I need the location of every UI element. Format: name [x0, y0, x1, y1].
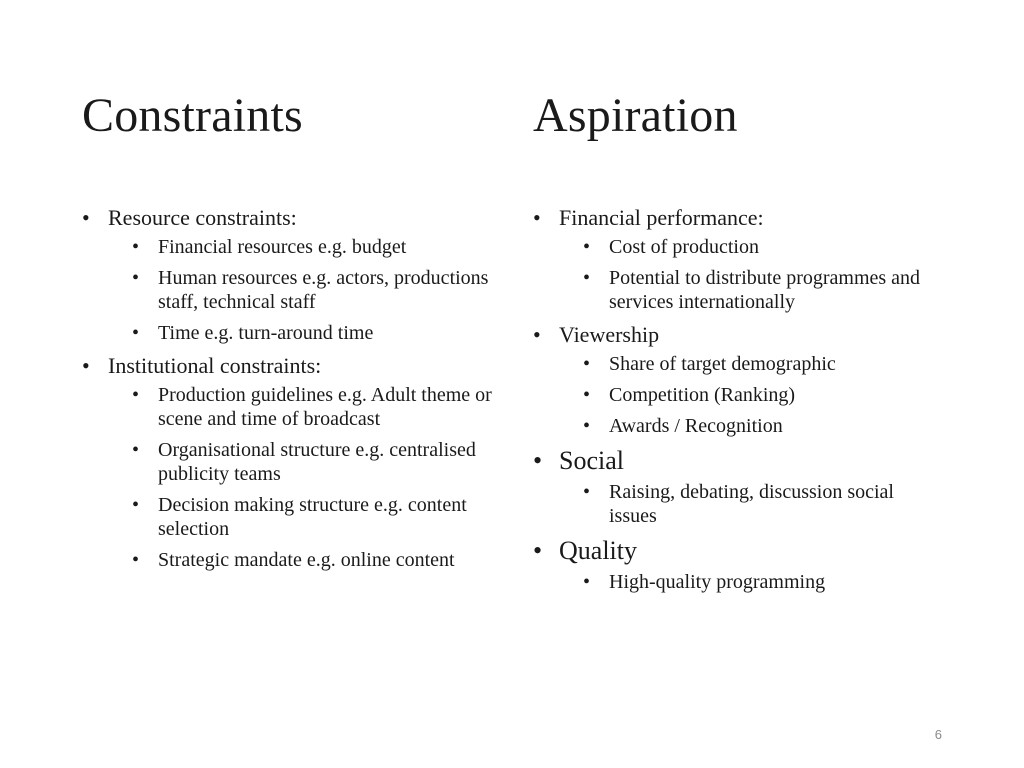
bullet-icon: • — [132, 494, 140, 516]
bullet-icon: • — [583, 353, 591, 375]
bullet-icon: • — [533, 446, 543, 475]
sub-bullet-item — [132, 235, 502, 259]
sub-bullet-item — [132, 493, 502, 541]
sub-bullet-item — [583, 266, 933, 314]
sub-bullet-item — [132, 548, 502, 572]
sub-bullet-label: Raising, debating, discussion social issues — [609, 481, 894, 527]
sub-bullet-item — [132, 383, 502, 431]
sub-bullet-label: Financial resources e.g. budget — [158, 236, 407, 258]
sub-bullet-list — [82, 235, 502, 345]
page-number: 6 — [934, 727, 942, 742]
sub-bullet-item — [583, 352, 933, 376]
sub-bullet-list — [82, 383, 502, 572]
bullet-icon: • — [82, 205, 90, 230]
bullet-item-label: Financial performance: — [559, 205, 764, 230]
sub-bullet-item — [132, 266, 502, 314]
bullet-icon: • — [132, 322, 140, 344]
bullet-item — [82, 205, 502, 231]
sub-bullet-label: Decision making structure e.g. content selection — [158, 494, 467, 540]
bullet-icon: • — [583, 415, 591, 437]
sub-bullet-label: Organisational structure e.g. centralised publicity teams — [158, 439, 476, 485]
sub-bullet-list — [533, 480, 933, 528]
aspiration-column — [533, 205, 933, 602]
bullet-icon: • — [132, 384, 140, 406]
bullet-icon: • — [82, 353, 90, 378]
bullet-icon: • — [583, 267, 591, 289]
sub-bullet-label: Human resources e.g. actors, productions staff, technical staff — [158, 267, 489, 313]
bullet-item-label: Viewership — [559, 322, 660, 347]
bullet-item-label: Quality — [559, 536, 637, 565]
bullet-icon: • — [132, 236, 140, 258]
sub-bullet-item — [583, 414, 933, 438]
sub-bullet-label: Production guidelines e.g. Adult theme or scene and time of broadcast — [158, 384, 492, 430]
sub-bullet-list — [533, 235, 933, 314]
aspiration-title: Aspiration — [533, 89, 738, 142]
bullet-icon: • — [583, 481, 591, 503]
bullet-item — [533, 322, 933, 348]
bullet-item — [82, 353, 502, 379]
bullet-icon: • — [533, 322, 541, 347]
bullet-item-label: Social — [559, 446, 624, 475]
bullet-item — [533, 536, 933, 566]
bullet-icon: • — [533, 536, 543, 565]
sub-bullet-label: High-quality programming — [609, 571, 826, 593]
sub-bullet-label: Time e.g. turn-around time — [158, 322, 374, 344]
sub-bullet-label: Strategic mandate e.g. online content — [158, 549, 455, 571]
sub-bullet-list — [533, 570, 933, 594]
sub-bullet-item — [583, 383, 933, 407]
bullet-icon: • — [132, 549, 140, 571]
bullet-item — [533, 205, 933, 231]
sub-bullet-label: Competition (Ranking) — [609, 384, 796, 406]
sub-bullet-list — [533, 352, 933, 438]
sub-bullet-label: Cost of production — [609, 236, 759, 258]
bullet-icon: • — [583, 571, 591, 593]
bullet-icon: • — [132, 439, 140, 461]
sub-bullet-label: Awards / Recognition — [609, 415, 783, 437]
bullet-icon: • — [132, 267, 140, 289]
bullet-item-label: Resource constraints: — [108, 205, 297, 230]
sub-bullet-item — [132, 438, 502, 486]
constraints-column — [82, 205, 502, 580]
sub-bullet-item — [132, 321, 502, 345]
sub-bullet-item — [583, 480, 933, 528]
bullet-item — [533, 446, 933, 476]
bullet-icon: • — [533, 205, 541, 230]
sub-bullet-label: Share of target demographic — [609, 353, 836, 375]
sub-bullet-item — [583, 570, 933, 594]
sub-bullet-item — [583, 235, 933, 259]
sub-bullet-label: Potential to distribute programmes and services internationally — [609, 267, 921, 313]
bullet-item-label: Institutional constraints: — [108, 353, 322, 378]
bullet-icon: • — [583, 384, 591, 406]
constraints-title: Constraints — [82, 89, 303, 142]
bullet-icon: • — [583, 236, 591, 258]
